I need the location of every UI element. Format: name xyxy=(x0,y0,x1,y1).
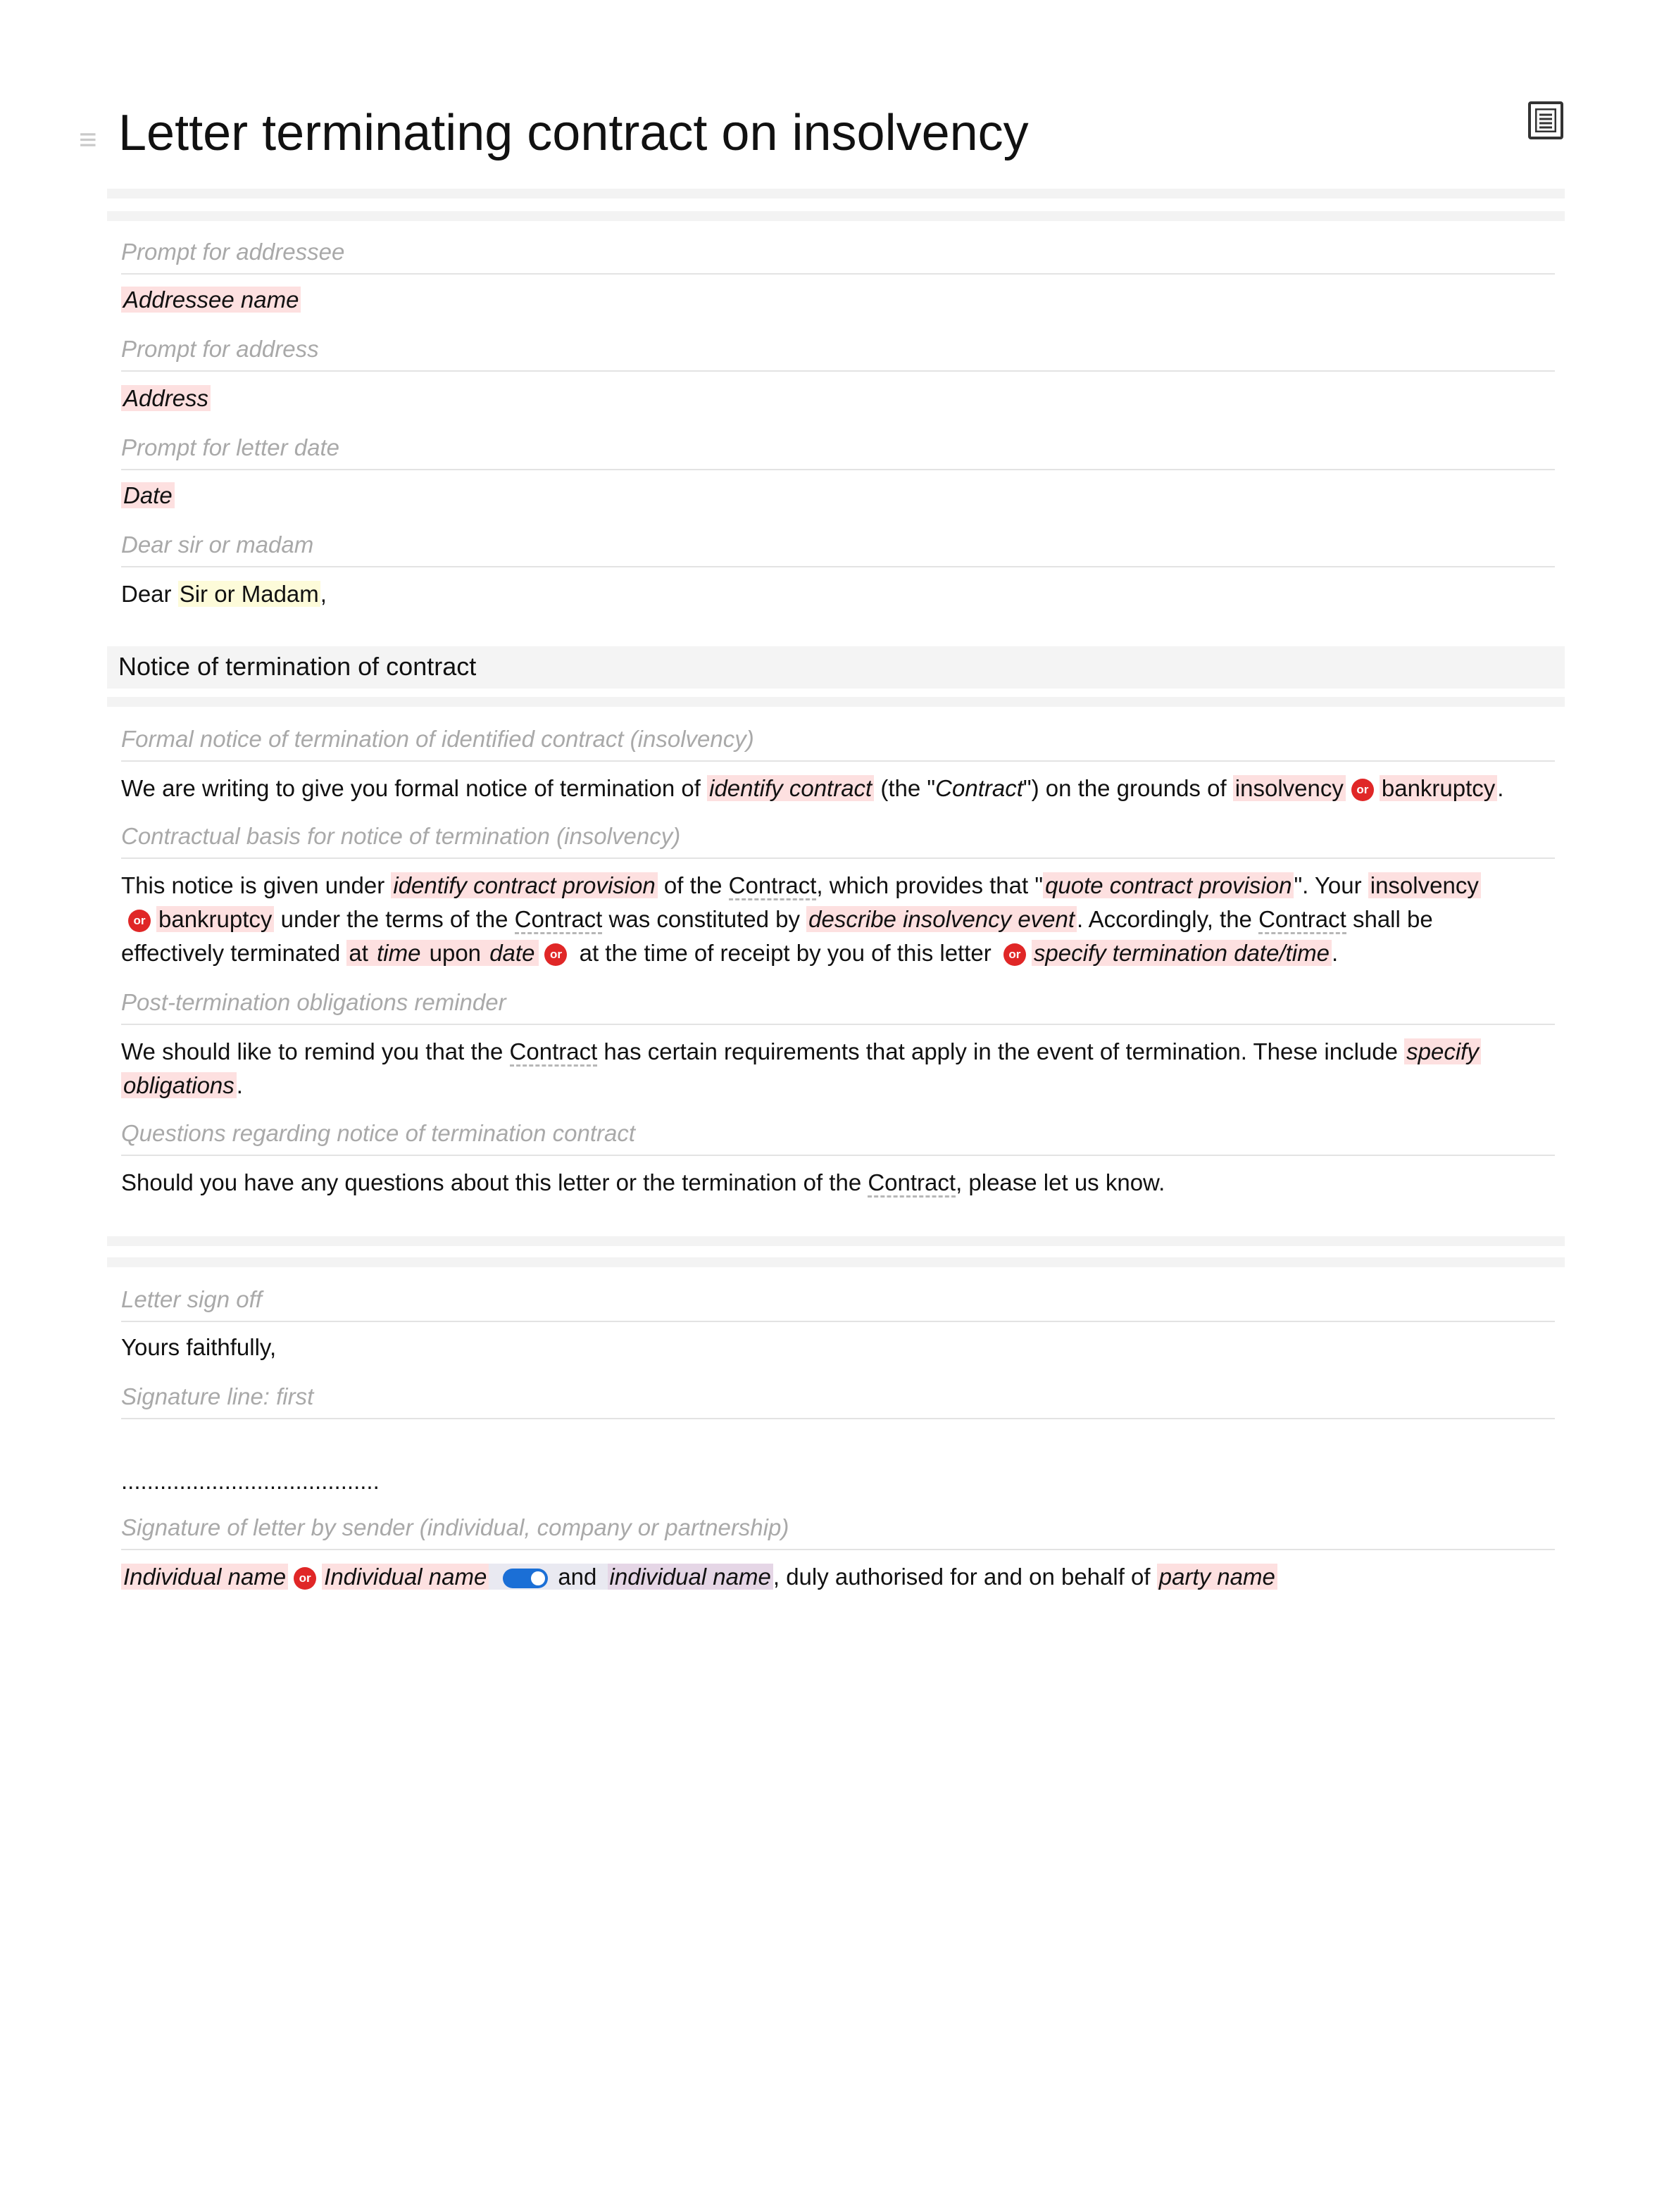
defined-term-contract: Contract xyxy=(935,775,1023,801)
or-badge[interactable]: or xyxy=(128,910,151,932)
salutation-or: or xyxy=(208,581,242,607)
salutation-sir: Sir xyxy=(179,581,208,607)
paragraph-basis-line-2 xyxy=(121,903,1565,936)
text: . xyxy=(1331,940,1339,966)
text: at the time of receipt by you of this letter xyxy=(573,940,998,966)
identify-contract-field[interactable]: identify contract xyxy=(707,775,874,801)
text: , which provides that " xyxy=(816,872,1044,898)
prompt-rule xyxy=(121,1155,1555,1156)
date-line xyxy=(121,479,1565,513)
prompt-rule xyxy=(121,566,1555,567)
prompt-rule xyxy=(121,857,1555,859)
prompt-p4: Questions regarding notice of termination contract xyxy=(121,1120,636,1146)
page-title: Letter terminating contract on insolvency xyxy=(118,105,1029,161)
party-name-field[interactable]: party name xyxy=(1157,1564,1277,1590)
text: of the xyxy=(657,872,729,898)
text: (the " xyxy=(874,775,936,801)
or-badge[interactable]: or xyxy=(544,943,567,966)
salutation-madam: Madam xyxy=(241,581,319,607)
date-field[interactable]: date xyxy=(487,940,537,966)
text: effectively terminated xyxy=(121,940,347,966)
signature-dots: ........................................ xyxy=(121,1468,380,1494)
text: , duly authorised for and on behalf of xyxy=(773,1564,1157,1590)
paragraph-formal-notice xyxy=(121,772,1565,805)
prompt-addressee: Prompt for addressee xyxy=(121,239,345,265)
or-badge[interactable]: or xyxy=(1351,779,1374,801)
prompt-rule xyxy=(121,469,1555,470)
title-row xyxy=(79,101,1565,172)
paragraph-obligations-line-1 xyxy=(121,1035,1565,1069)
prompt-rule xyxy=(121,760,1555,762)
prompt-signoff: Letter sign off xyxy=(121,1286,262,1312)
divider-band xyxy=(107,1236,1565,1246)
section-heading: Notice of termination of contract xyxy=(118,652,477,681)
describe-event-field[interactable]: describe insolvency event xyxy=(806,906,1077,932)
paragraph-obligations-line-2 xyxy=(121,1069,1565,1102)
salutation-suffix: , xyxy=(320,581,327,607)
or-badge[interactable]: or xyxy=(1003,943,1026,966)
prompt-signature-line: Signature line: first xyxy=(121,1383,314,1409)
text: under the terms of the xyxy=(274,906,515,932)
text: was constituted by xyxy=(602,906,807,932)
defined-term-contract[interactable]: Contract xyxy=(729,872,817,900)
option-at-time-upon-date[interactable] xyxy=(346,940,539,966)
document-view-icon xyxy=(1535,108,1556,132)
joint-signatory-toggle[interactable] xyxy=(503,1569,548,1588)
prompt-rule xyxy=(121,1321,1555,1322)
salutation-option[interactable] xyxy=(178,581,320,607)
defined-term-contract[interactable]: Contract xyxy=(868,1169,956,1198)
prompt-date: Prompt for letter date xyxy=(121,434,339,460)
divider-band xyxy=(107,211,1565,221)
text: . xyxy=(1497,775,1504,801)
text: shall be xyxy=(1346,906,1433,932)
prompt-rule xyxy=(121,1024,1555,1025)
addressee-line xyxy=(121,283,1565,317)
signoff-line: Yours faithfully, xyxy=(121,1334,277,1360)
divider-band xyxy=(107,1257,1565,1267)
prompt-p1: Formal notice of termination of identified contract (insolvency) xyxy=(121,726,754,752)
salutation-prefix: Dear xyxy=(121,581,178,607)
signature-block xyxy=(121,1560,1565,1594)
text: and xyxy=(558,1564,597,1590)
joint-signatory-option xyxy=(489,1564,607,1590)
defined-term-contract[interactable]: Contract xyxy=(510,1038,598,1067)
prompt-rule xyxy=(121,370,1555,372)
drag-handle-icon[interactable]: ≡ xyxy=(79,122,97,157)
defined-term-contract[interactable]: Contract xyxy=(515,906,603,934)
paragraph-basis-line-1 xyxy=(121,869,1565,903)
prompt-rule xyxy=(121,1549,1555,1550)
text: has certain requirements that apply in the event of termination. These include xyxy=(597,1038,1405,1064)
second-individual-name-field[interactable]: individual name xyxy=(608,1564,773,1590)
text: We should like to remind you that the xyxy=(121,1038,510,1064)
addressee-name-field[interactable]: Addressee name xyxy=(121,287,301,313)
defined-term-contract[interactable]: Contract xyxy=(1258,906,1346,934)
identify-provision-field[interactable]: identify contract provision xyxy=(391,872,657,898)
prompt-signature: Signature of letter by sender (individual, company or partnership) xyxy=(121,1514,789,1540)
text: ". Your xyxy=(1294,872,1368,898)
divider-band xyxy=(107,697,1565,707)
specify-termination-field[interactable]: specify termination date/time xyxy=(1032,940,1332,966)
text: This notice is given under xyxy=(121,872,392,898)
text: ") on the grounds of xyxy=(1023,775,1233,801)
text: , please let us know. xyxy=(956,1169,1165,1195)
individual-name-field[interactable]: Individual name xyxy=(322,1564,489,1590)
option-insolvency[interactable]: insolvency xyxy=(1368,872,1481,898)
prompt-salutation: Dear sir or madam xyxy=(121,532,314,558)
paragraph-basis-line-3 xyxy=(121,936,1565,970)
toggle-knob xyxy=(531,1571,545,1585)
text: . Accordingly, the xyxy=(1077,906,1259,932)
text: We are writing to give you formal notice of termination of xyxy=(121,775,708,801)
option-insolvency[interactable]: insolvency xyxy=(1233,775,1346,801)
date-field[interactable]: Date xyxy=(121,482,175,508)
divider-band xyxy=(107,189,1565,199)
address-line xyxy=(121,382,1565,415)
text: Should you have any questions about this letter or the termination of the xyxy=(121,1169,868,1195)
text: at xyxy=(349,940,368,966)
specify-obligations-field[interactable]: obligations xyxy=(121,1072,237,1098)
prompt-rule xyxy=(121,273,1555,275)
prompt-rule xyxy=(121,1418,1555,1419)
document-view-button[interactable] xyxy=(1528,101,1563,139)
salutation-line xyxy=(121,577,1565,611)
time-field[interactable]: time xyxy=(375,940,423,966)
paragraph-questions xyxy=(121,1166,1565,1200)
option-bankruptcy[interactable]: bankruptcy xyxy=(156,906,274,932)
address-field[interactable]: Address xyxy=(121,385,211,411)
prompt-p2: Contractual basis for notice of termination (insolvency) xyxy=(121,823,681,849)
text: . xyxy=(236,1072,243,1098)
specify-obligations-field[interactable]: specify xyxy=(1404,1038,1481,1064)
individual-name-field[interactable]: Individual name xyxy=(121,1564,288,1590)
quote-provision-field[interactable]: quote contract provision xyxy=(1043,872,1294,898)
or-badge[interactable]: or xyxy=(294,1567,316,1590)
prompt-p3: Post-termination obligations reminder xyxy=(121,989,506,1015)
prompt-address: Prompt for address xyxy=(121,336,319,362)
option-bankruptcy[interactable]: bankruptcy xyxy=(1380,775,1497,801)
text: upon xyxy=(429,940,482,966)
